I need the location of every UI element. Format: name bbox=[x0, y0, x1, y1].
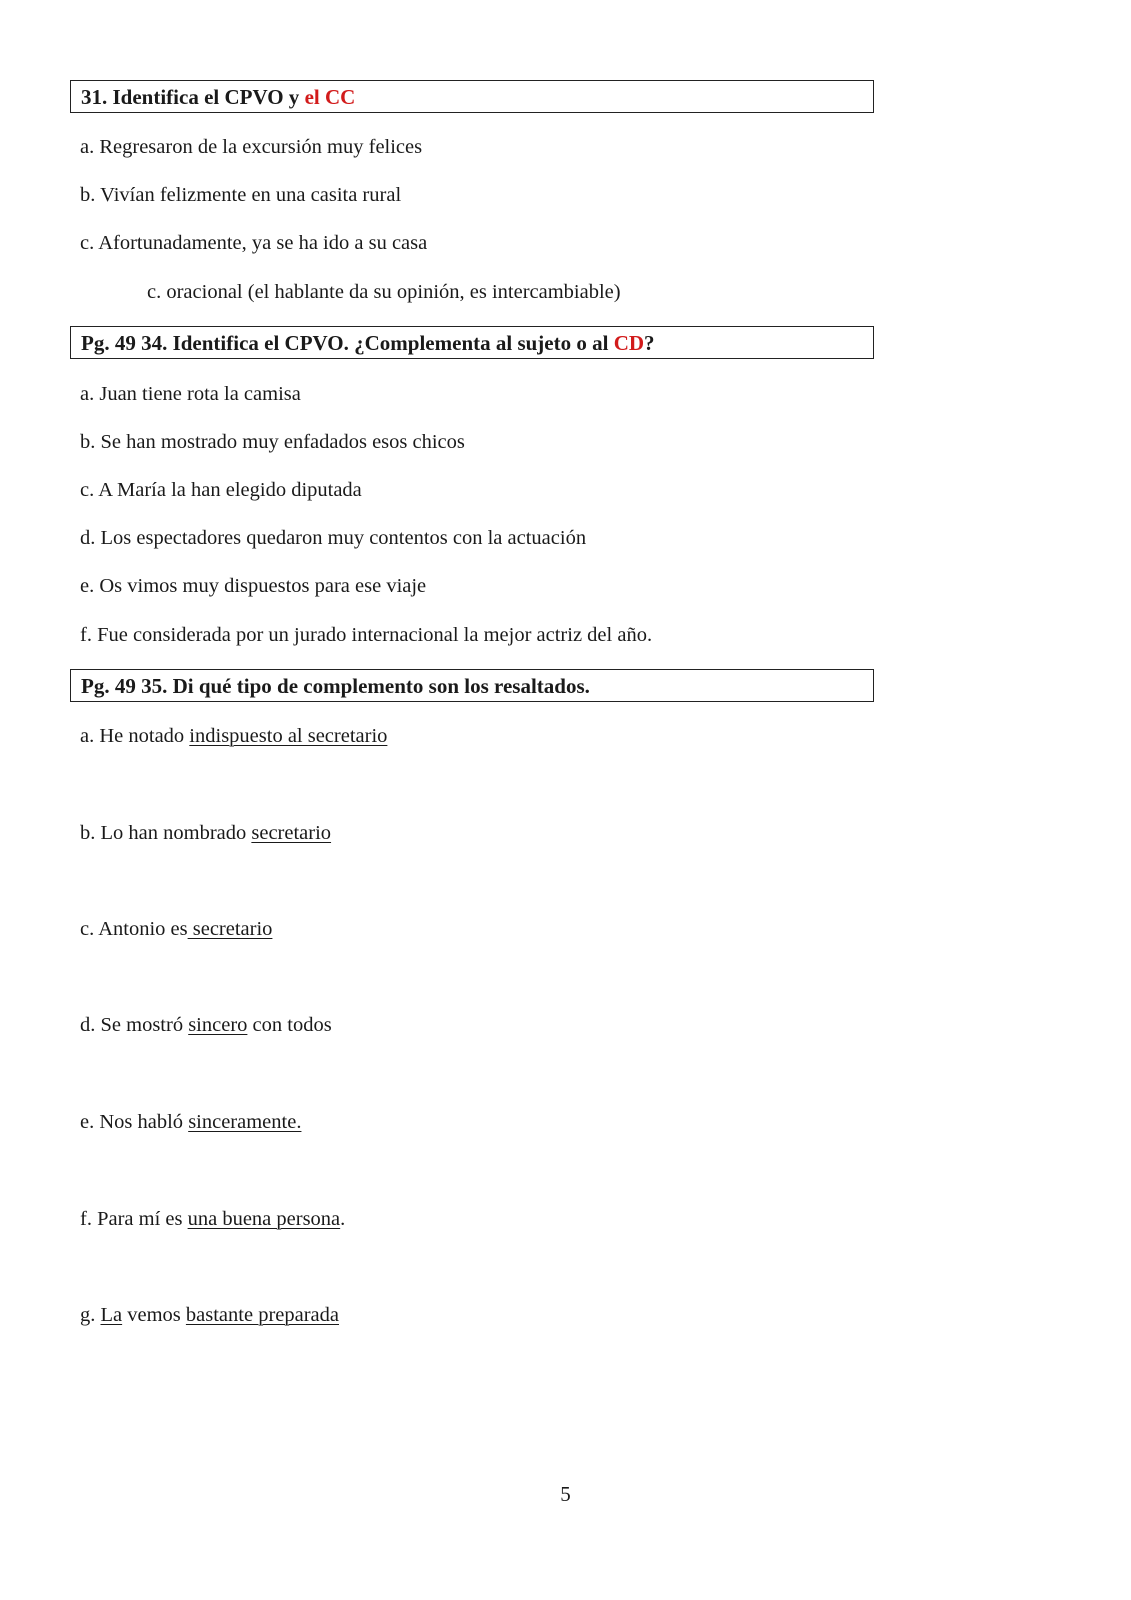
exercise-31-item-a: a. Regresaron de la excursión muy felices bbox=[80, 136, 423, 158]
exercise-35-title: Pg. 49 35. Di qué tipo de complemento son los resaltados. bbox=[81, 674, 590, 698]
exercise-35-item-d bbox=[80, 1012, 332, 1038]
item-prefix: d. Se mostró bbox=[80, 1014, 189, 1036]
exercise-34-item-a: a. Juan tiene rota la camisa bbox=[80, 383, 301, 405]
exercise-34-item-d: d. Los espectadores quedaron muy contentos con la actuación bbox=[80, 527, 587, 549]
highlighted-complement: indispuesto al secretario bbox=[189, 725, 388, 747]
highlighted-complement: sinceramente. bbox=[188, 1111, 302, 1133]
item-prefix: e. Nos habló bbox=[80, 1111, 189, 1133]
exercise-34-item-f: f. Fue considerada por un jurado internacional la mejor actriz del año. bbox=[80, 624, 653, 646]
exercise-35-item-e bbox=[80, 1109, 301, 1135]
exercise-34-title-end: ? bbox=[644, 331, 655, 355]
exercise-35-item-g bbox=[80, 1302, 339, 1328]
page-number: 5 bbox=[560, 1482, 571, 1506]
item-suffix: . bbox=[340, 1208, 346, 1230]
highlighted-complement: La bbox=[100, 1304, 123, 1326]
exercise-31-item-c: c. Afortunadamente, ya se ha ido a su casa bbox=[80, 232, 428, 254]
exercise-31-title: 31. Identifica el CPVO y bbox=[81, 85, 305, 109]
highlighted-complement: sincero bbox=[188, 1014, 248, 1036]
exercise-31-header bbox=[70, 80, 874, 113]
exercise-34-item-e: e. Os vimos muy dispuestos para ese viaje bbox=[80, 575, 427, 597]
exercise-34-header bbox=[70, 326, 874, 359]
item-prefix: f. Para mí es bbox=[80, 1208, 188, 1230]
exercise-31-item-b: b. Vivían felizmente en una casita rural bbox=[80, 184, 402, 206]
item-middle: vemos bbox=[122, 1304, 186, 1326]
exercise-35-item-f bbox=[80, 1206, 345, 1232]
exercise-31-title-highlight: el CC bbox=[304, 85, 356, 109]
exercise-34-title: Pg. 49 34. Identifica el CPVO. ¿Complementa al sujeto o al bbox=[81, 331, 614, 355]
item-prefix: b. Lo han nombrado bbox=[80, 822, 252, 844]
highlighted-complement: una buena persona bbox=[187, 1208, 341, 1230]
exercise-34-item-b: b. Se han mostrado muy enfadados esos chicos bbox=[80, 431, 465, 453]
highlighted-complement: bastante preparada bbox=[185, 1304, 339, 1326]
exercise-35-item-b bbox=[80, 820, 331, 846]
exercise-35-header bbox=[70, 669, 874, 702]
item-prefix: g. bbox=[80, 1304, 101, 1326]
exercise-35-item-c bbox=[80, 916, 272, 942]
exercise-31-answer-note: c. oracional (el hablante da su opinión, es intercambiable) bbox=[147, 281, 621, 303]
item-prefix: c. Antonio es bbox=[80, 918, 188, 940]
highlighted-complement: secretario bbox=[187, 918, 273, 940]
exercise-34-title-highlight: CD bbox=[613, 331, 645, 355]
item-suffix: con todos bbox=[247, 1014, 332, 1036]
item-prefix: a. He notado bbox=[80, 725, 190, 747]
highlighted-complement: secretario bbox=[251, 822, 332, 844]
exercise-35-item-a bbox=[80, 723, 387, 749]
exercise-34-item-c: c. A María la han elegido diputada bbox=[80, 479, 362, 501]
